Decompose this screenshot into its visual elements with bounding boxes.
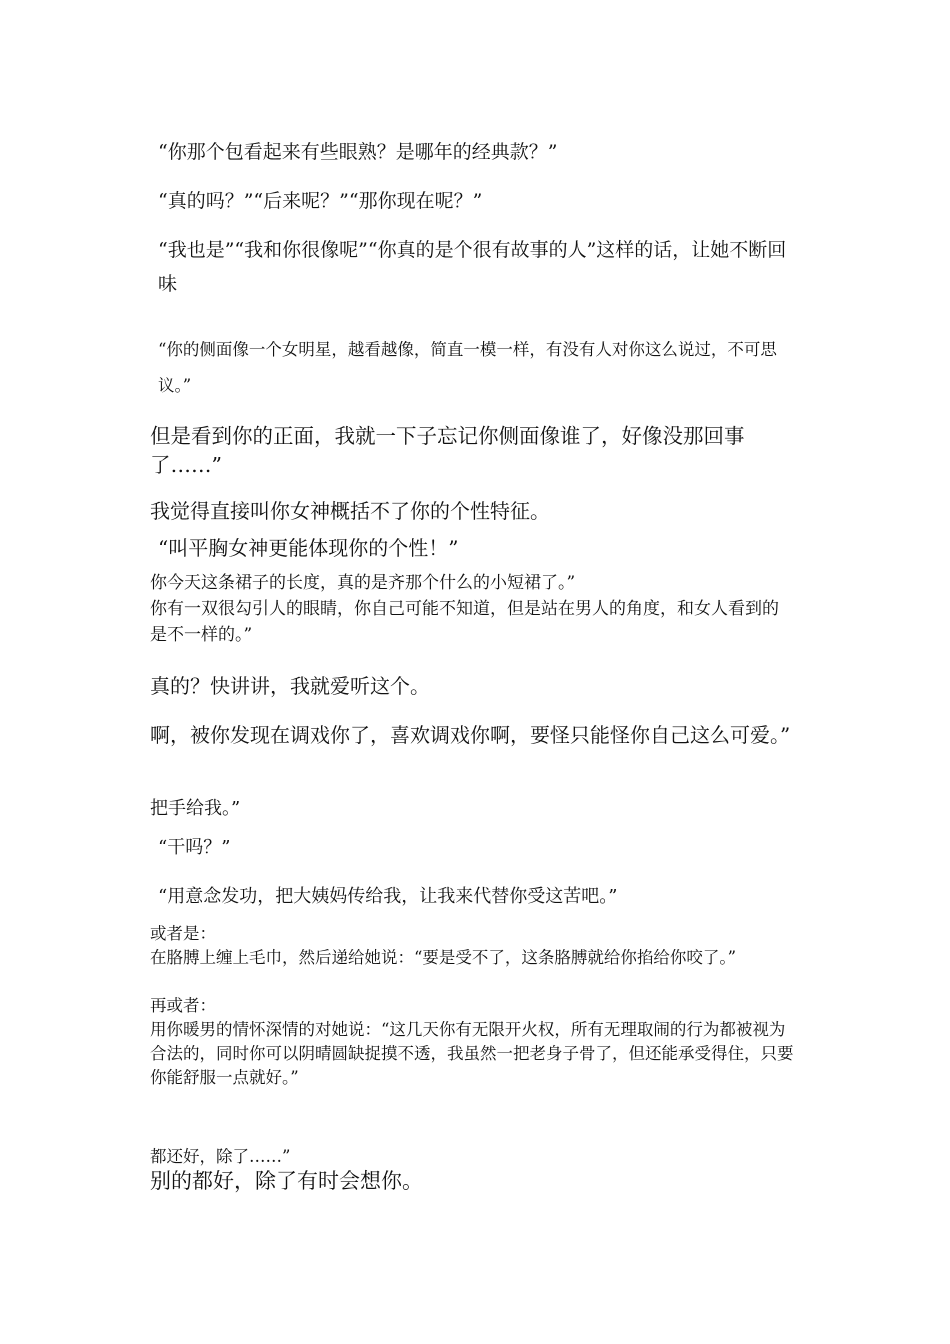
paragraph-18: 用你暖男的情怀深情的对她说：“这几天你有无限开火权，所有无理取闹的行为都被视为合法的，同时你可以阴晴圆缺捉摸不透，我虽然一把老身子骨了，但还能承受得住，只要你能舒服一点就好。”: [150, 1020, 794, 1087]
paragraph-6: 我觉得直接叫你女神概括不了你的个性特征。: [150, 499, 550, 523]
paragraph-1: “你那个包看起来有些眼熟？是哪年的经典款？”: [158, 141, 558, 163]
paragraph-11: 啊，被你发现在调戏你了，喜欢调戏你啊，要怪只能怪你自己这么可爱。”: [150, 723, 791, 747]
paragraph-19: 都还好，除了……”: [150, 1147, 291, 1166]
paragraph-15: 或者是：: [150, 924, 216, 943]
paragraph-14: “用意念发功，把大姨妈传给我，让我来代替你受这苦吧。”: [158, 886, 618, 907]
paragraph-4: “你的侧面像一个女明星，越看越像，简直一模一样，有没有人对你这么说过，不可思议。”: [158, 340, 777, 395]
paragraph-17: 再或者：: [150, 996, 216, 1015]
paragraph-12: 把手给我。”: [150, 798, 241, 819]
paragraph-5: 但是看到你的正面，我就一下子忘记你侧面像谁了，好像没那回事了……”: [150, 424, 745, 477]
paragraph-13: “干吗？”: [158, 837, 231, 858]
paragraph-8: 你今天这条裙子的长度，真的是齐那个什么的小短裙了。”: [150, 573, 576, 593]
paragraph-2: “真的吗？”“后来呢？”“那你现在呢？”: [158, 190, 483, 212]
paragraph-10: 真的？快讲讲，我就爱听这个。: [150, 674, 430, 698]
paragraph-7: “叫平胸女神更能体现你的个性！”: [158, 536, 459, 560]
paragraph-20: 别的都好，除了有时会想你。: [150, 1169, 423, 1193]
paragraph-9: 你有一双很勾引人的眼睛，你自己可能不知道，但是站在男人的角度，和女人看到的是不一样的。”: [150, 599, 779, 645]
paragraph-16: 在胳膊上缠上毛巾，然后递给她说：“要是受不了，这条胳膊就给你掐给你咬了。”: [150, 948, 737, 967]
paragraph-3: “我也是”“我和你很像呢”“你真的是个很有故事的人”这样的话，让她不断回味: [158, 239, 787, 295]
